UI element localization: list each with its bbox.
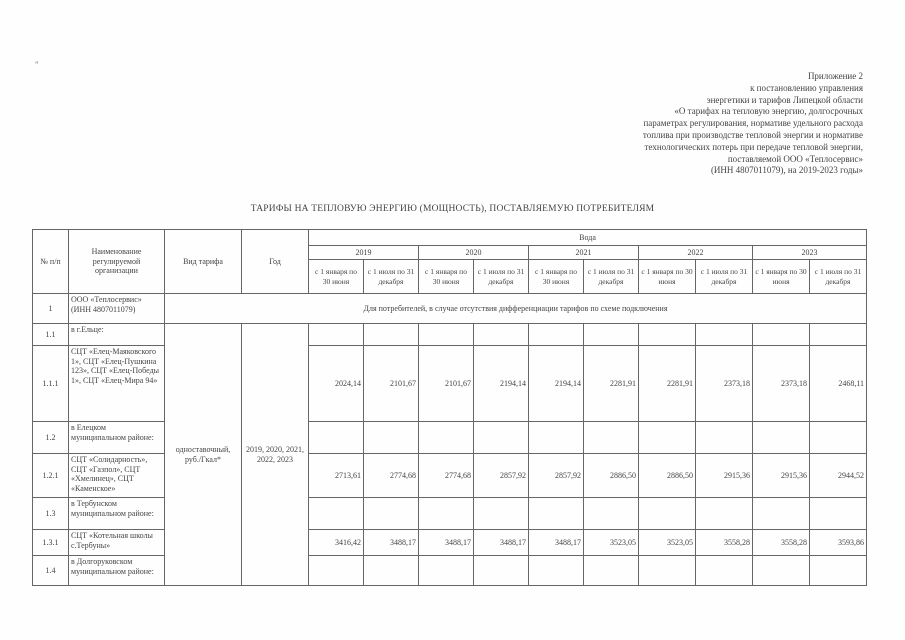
tariff-value: 2101,67 bbox=[364, 346, 419, 422]
row-num: 1.2 bbox=[33, 422, 69, 454]
tariff-value: 2915,36 bbox=[753, 454, 810, 498]
tariff-value: 2373,18 bbox=[696, 346, 753, 422]
tariff-value: 2774,68 bbox=[419, 454, 474, 498]
tariff-value: 2886,50 bbox=[584, 454, 639, 498]
stray-mark: " bbox=[35, 60, 39, 70]
tariff-value: 3416,42 bbox=[309, 530, 364, 556]
header-year-2022: 2022 bbox=[639, 246, 753, 260]
tariff-value: 2281,91 bbox=[639, 346, 696, 422]
header-period: с 1 января по 30 июня bbox=[419, 260, 474, 294]
header-period: с 1 июля по 31 декабря bbox=[364, 260, 419, 294]
tariff-value: 2194,14 bbox=[474, 346, 529, 422]
appendix-line: поставляемой ООО «Теплосервис» bbox=[727, 153, 863, 164]
tariff-value: 2774,68 bbox=[364, 454, 419, 498]
row-note: Для потребителей, в случае отсутствия дифференциации тарифов по схеме подключения bbox=[165, 294, 867, 324]
tariff-value: 2857,92 bbox=[474, 454, 529, 498]
row-org: в Тербунском муниципальном районе: bbox=[69, 498, 165, 530]
row-org: в г.Ельце: bbox=[69, 324, 165, 346]
row-org: ООО «Теплосервис» (ИНН 4807011079) bbox=[69, 294, 165, 324]
header-period: с 1 июля по 31 декабря bbox=[584, 260, 639, 294]
appendix-line: (ИНН 4807011079), на 2019-2023 годы» bbox=[710, 165, 863, 176]
header-period: с 1 января по 30 июня bbox=[639, 260, 696, 294]
header-year: Год bbox=[242, 230, 309, 294]
row-num: 1 bbox=[33, 294, 69, 324]
tariff-value: 3488,17 bbox=[419, 530, 474, 556]
row-org: в Елецком муниципальном районе: bbox=[69, 422, 165, 454]
header-org: Наименование регулируемой организации bbox=[69, 230, 165, 294]
tariff-value: 3488,17 bbox=[364, 530, 419, 556]
tariff-value: 2468,11 bbox=[810, 346, 867, 422]
tariff-value: 2944,52 bbox=[810, 454, 867, 498]
header-period: с 1 июля по 31 декабря bbox=[474, 260, 529, 294]
appendix-line: к постановлению управления bbox=[750, 82, 863, 93]
row-num: 1.2.1 bbox=[33, 454, 69, 498]
row-num: 1.1.1 bbox=[33, 346, 69, 422]
appendix-line: «О тарифах на тепловую энергию, долгосрочных bbox=[674, 106, 863, 117]
header-num: № п/п bbox=[33, 230, 69, 294]
tariff-value: 2194,14 bbox=[529, 346, 584, 422]
appendix-line: топлива при производстве тепловой энергии и нормативе bbox=[642, 129, 863, 140]
header-year-2020: 2020 bbox=[419, 246, 529, 260]
appendix-line: Приложение 2 bbox=[807, 71, 863, 81]
tariff-value: 3558,28 bbox=[696, 530, 753, 556]
tariff-value: 2024,14 bbox=[309, 346, 364, 422]
tariff-table bbox=[32, 229, 867, 586]
tariff-value: 3488,17 bbox=[529, 530, 584, 556]
appendix-line: технологических потерь при передаче тепловой энергии, bbox=[644, 141, 863, 152]
tariff-value: 3488,17 bbox=[474, 530, 529, 556]
row-org: СЦТ «Котельная школы с.Тербуны» bbox=[69, 530, 165, 556]
tariff-value: 3593,86 bbox=[810, 530, 867, 556]
row-num: 1.3.1 bbox=[33, 530, 69, 556]
tariff-value: 2886,50 bbox=[639, 454, 696, 498]
tariff-value: 2281,91 bbox=[584, 346, 639, 422]
tariff-value: 2713,61 bbox=[309, 454, 364, 498]
header-period: с 1 января по 30 июня bbox=[309, 260, 364, 294]
header-year-2019: 2019 bbox=[309, 246, 419, 260]
row-org: СЦТ «Солидарность», СЦТ «Газпол», СЦТ «Хмелинец», СЦТ «Каменское» bbox=[69, 454, 165, 498]
row-num: 1.3 bbox=[33, 498, 69, 530]
appendix-line: параметрах регулирования, нормативе удельного расхода bbox=[643, 118, 863, 129]
tariff-value: 2101,67 bbox=[419, 346, 474, 422]
tariff-type-cell: одноставочный, руб./Гкал* bbox=[165, 324, 242, 586]
tariff-value: 2857,92 bbox=[529, 454, 584, 498]
appendix-line: энергетики и тарифов Липецкой области bbox=[706, 94, 863, 105]
header-year-2023: 2023 bbox=[753, 246, 867, 260]
tariff-value: 2373,18 bbox=[753, 346, 810, 422]
year-cell: 2019, 2020, 2021, 2022, 2023 bbox=[242, 324, 309, 586]
header-water: Вода bbox=[309, 230, 867, 246]
header-period: с 1 июля по 31 декабря bbox=[810, 260, 867, 294]
header-period: с 1 января по 30 июня bbox=[529, 260, 584, 294]
row-num: 1.4 bbox=[33, 556, 69, 586]
row-org: СЦТ «Елец-Маяковского 1», СЦТ «Елец-Пушкина 123», СЦТ «Елец-Победы 1», СЦТ «Елец-Мира 94» bbox=[69, 346, 165, 422]
row-num: 1.1 bbox=[33, 324, 69, 346]
header-period: с 1 июля по 31 декабря bbox=[696, 260, 753, 294]
tariff-value: 2915,36 bbox=[696, 454, 753, 498]
appendix-header bbox=[523, 71, 863, 177]
tariff-value: 3558,28 bbox=[753, 530, 810, 556]
header-tariff-type: Вид тарифа bbox=[165, 230, 242, 294]
tariff-value: 3523,05 bbox=[584, 530, 639, 556]
page-title: ТАРИФЫ НА ТЕПЛОВУЮ ЭНЕРГИЮ (МОЩНОСТЬ), ПОСТАВЛЯЕМУЮ ПОТРЕБИТЕЛЯМ bbox=[250, 204, 655, 214]
tariff-value: 3523,05 bbox=[639, 530, 696, 556]
row-org: в Долгоруковском муниципальном районе: bbox=[69, 556, 165, 586]
header-period: с 1 января по 30 июня bbox=[753, 260, 810, 294]
header-year-2021: 2021 bbox=[529, 246, 639, 260]
